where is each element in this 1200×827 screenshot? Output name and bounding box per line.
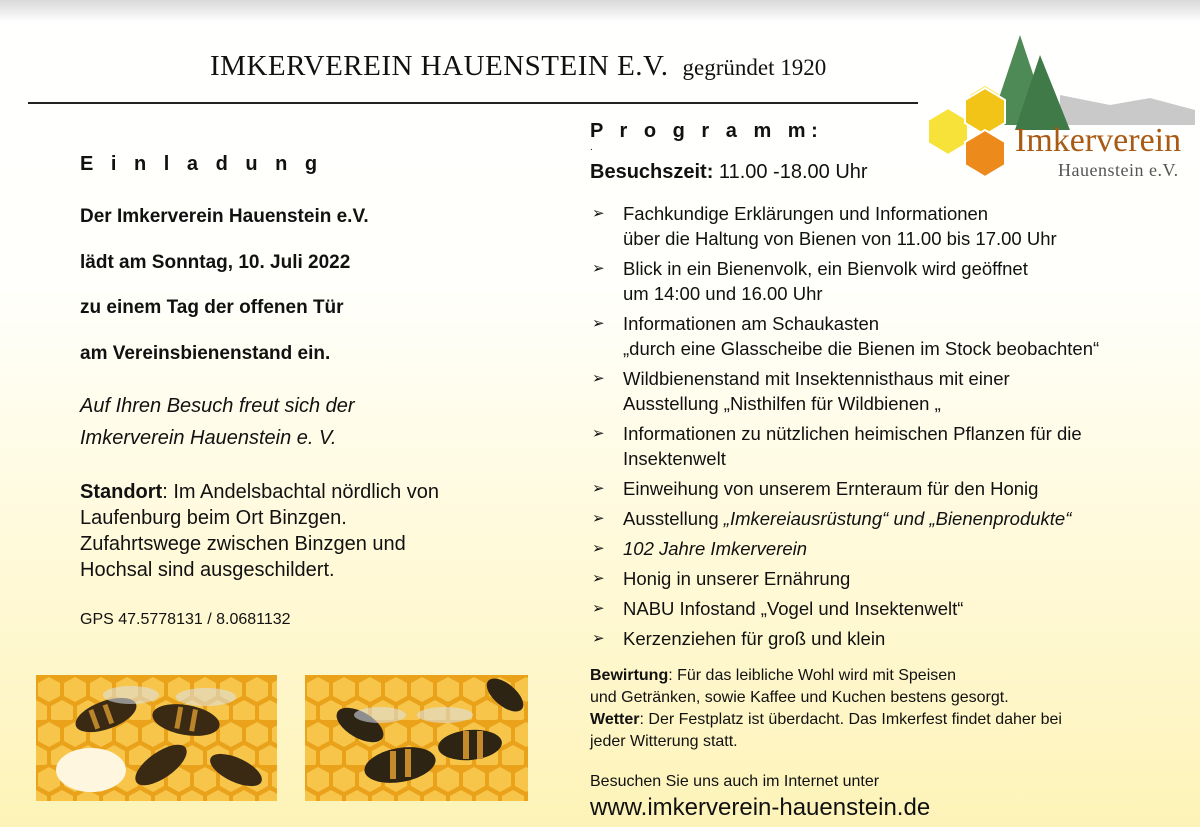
list-item: ➢ Informationen am Schaukasten „durch eine Glasscheibe die Bienen im Stock beobachten“: [592, 313, 1100, 359]
title-founded: gegründet 1920: [682, 55, 827, 80]
title-divider: [28, 102, 918, 104]
gps-coordinates: GPS 47.5778131 / 8.0681132: [80, 611, 291, 628]
list-item: ➢ Blick in ein Bienenvolk, ein Bienvolk wird geöffnet um 14:00 und 16.00 Uhr: [592, 258, 1028, 304]
logo-place: Hauenstein e.V.: [1058, 160, 1179, 180]
invitation-line-1: Der Imkerverein Hauenstein e.V.: [80, 206, 369, 227]
location-label: Standort: [80, 481, 163, 503]
invitation-line-4: am Vereinsbienenstand ein.: [80, 343, 331, 364]
arrow-icon: ➢: [592, 315, 605, 332]
arrow-icon: ➢: [592, 510, 605, 527]
arrow-icon: ➢: [592, 600, 605, 617]
invitation-heading: E i n l a d u n g: [80, 153, 324, 175]
location-block: [80, 479, 439, 583]
arrow-icon: ➢: [592, 630, 605, 647]
location-line-2: Laufenburg beim Ort Binzgen.: [80, 507, 347, 529]
location-line-1: Standort: Im Andelsbachtal nördlich von: [80, 481, 440, 503]
arrow-icon: ➢: [592, 540, 605, 557]
weather-label: Wetter: [590, 711, 640, 728]
club-logo: [920, 30, 1195, 190]
location-line-3: Zufahrtswege zwischen Binzgen und: [80, 533, 406, 555]
catering-label: Bewirtung: [590, 667, 669, 684]
program-heading: P r o g r a m m:: [590, 120, 824, 142]
invitation-line-3: zu einem Tag der offenen Tür: [80, 297, 344, 318]
bee-photo-1: [36, 675, 277, 801]
bee-photo-2: [305, 675, 528, 801]
program-dot: .: [590, 142, 593, 153]
arrow-icon: ➢: [592, 480, 605, 497]
arrow-icon: ➢: [592, 370, 605, 387]
list-item: ➢ Fachkundige Erklärungen und Informationen über die Haltung von Bienen von 11.00 bis 17.00 Uhr: [592, 203, 1057, 249]
logo-name: Imkerverein: [1015, 122, 1182, 159]
list-item: ➢ Wildbienenstand mit Insektennisthaus mit einer Ausstellung „Nisthilfen für Wildbienen „: [592, 368, 1010, 414]
list-item: ➢ Kerzenziehen für groß und klein: [592, 628, 886, 649]
list-item: ➢ Informationen zu nützlichen heimischen Pflanzen für die Insektenwelt: [592, 423, 1082, 469]
arrow-icon: ➢: [592, 570, 605, 587]
visiting-hours-label: Besuchszeit:: [590, 161, 714, 183]
list-item: ➢ NABU Infostand „Vogel und Insektenwelt“: [592, 598, 964, 619]
top-shadow: [0, 0, 1200, 22]
internet-intro: Besuchen Sie uns auch im Internet unter: [590, 773, 880, 790]
list-item: ➢ Honig in unserer Ernährung: [592, 568, 851, 589]
arrow-icon: ➢: [592, 205, 605, 222]
weather-line-1: Wetter: Der Festplatz ist überdacht. Das Imkerfest findet daher bei: [590, 711, 1062, 728]
arrow-icon: ➢: [592, 260, 605, 277]
visiting-hours: [590, 161, 868, 184]
title-main: IMKERVEREIN HAUENSTEIN E.V.: [210, 50, 669, 82]
list-item: ➢ Einweihung von unserem Ernteraum für den Honig: [592, 478, 1039, 499]
invitation-line-2: lädt am Sonntag, 10. Juli 2022: [80, 252, 351, 273]
program-list: [590, 201, 1190, 656]
catering-line-1: Bewirtung: Für das leibliche Wohl wird mit Speisen: [590, 667, 957, 684]
catering-line-2: und Getränken, sowie Kaffee und Kuchen bestens gesorgt.: [590, 689, 1009, 706]
list-item: ➢ Ausstellung „Imkereiausrüstung“ und „Bienenprodukte“: [592, 508, 1072, 529]
list-item: ➢ 102 Jahre Imkerverein: [592, 538, 808, 559]
greeting-line-1: Auf Ihren Besuch freut sich der: [80, 395, 355, 417]
location-line-4: Hochsal sind ausgeschildert.: [80, 559, 335, 581]
visiting-hours-time: 11.00 -18.00 Uhr: [713, 161, 868, 183]
weather-line-2: jeder Witterung statt.: [590, 733, 738, 750]
greeting-line-2: Imkerverein Hauenstein e. V.: [80, 427, 337, 449]
arrow-icon: ➢: [592, 425, 605, 442]
page-title: [210, 50, 826, 83]
catering-block: [590, 665, 1062, 753]
website-link[interactable]: www.imkerverein-hauenstein.de: [590, 794, 931, 821]
